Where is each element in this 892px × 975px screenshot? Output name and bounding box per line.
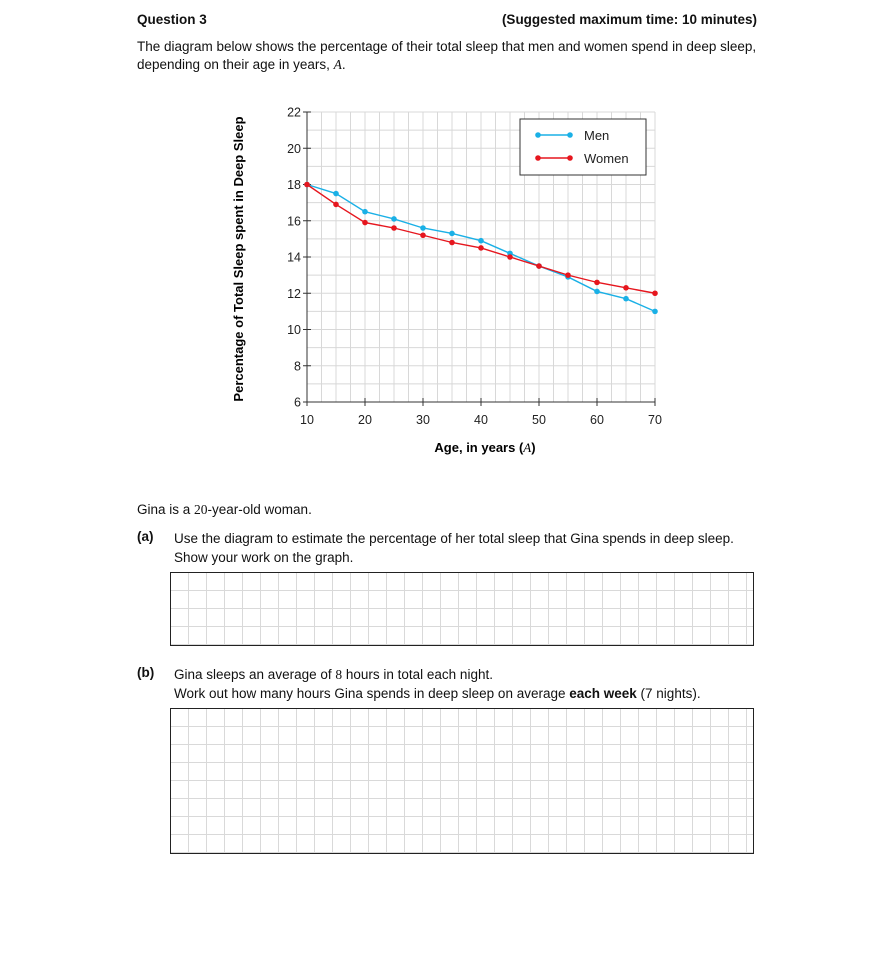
x-tick-label: 60 (590, 413, 604, 427)
data-point-men (652, 309, 658, 315)
intro-end: . (341, 57, 346, 72)
x-tick-label: 40 (474, 413, 488, 427)
deep-sleep-chart (225, 100, 685, 470)
data-point-women (623, 285, 629, 291)
data-point-men (420, 225, 426, 231)
part-b-text (174, 665, 774, 703)
data-point-women (652, 290, 658, 296)
x-axis-label-paren-open: ( (515, 440, 524, 455)
x-axis-label-paren-close: ) (531, 440, 536, 455)
y-tick-label: 22 (287, 105, 301, 120)
chart-svg (225, 100, 685, 470)
x-axis-label-variable: A (523, 440, 532, 455)
data-point-men (623, 296, 629, 302)
legend-dot (535, 155, 541, 161)
part-b-line2-after: (7 nights). (636, 686, 701, 701)
part-a-label: (a) (137, 529, 154, 544)
statement-after: -year-old woman. (207, 502, 312, 517)
question-title: Question 3 (137, 12, 207, 27)
data-point-women (362, 220, 368, 226)
data-point-men (333, 191, 339, 197)
legend-box (520, 119, 646, 175)
y-tick-label: 6 (294, 395, 301, 410)
intro-variable: A (333, 57, 342, 72)
y-tick-label: 10 (287, 323, 301, 337)
gina-statement (137, 502, 312, 518)
x-axis-label-text: Age, in years (434, 440, 516, 455)
y-tick-label: 20 (287, 141, 301, 156)
part-b-line2-bold: each week (569, 686, 637, 701)
part-b-line1-before: Gina sleeps an average of (174, 667, 336, 682)
part-a-text: Use the diagram to estimate the percentage of her total sleep that Gina spends in deep sleep. Show your work on the graph. (174, 531, 734, 565)
legend-dot (567, 155, 573, 161)
y-tick-label: 12 (287, 286, 301, 301)
part-b-label: (b) (137, 665, 155, 680)
question-intro (137, 38, 757, 74)
y-tick-label: 14 (287, 250, 301, 265)
data-point-women (420, 232, 426, 238)
y-tick-label: 18 (287, 178, 301, 192)
data-point-women (565, 272, 571, 278)
part-b-hours: 8 (335, 667, 343, 682)
x-tick-label: 70 (648, 413, 662, 427)
data-point-women (594, 280, 600, 286)
x-axis-label (434, 440, 535, 455)
suggested-time: (Suggested maximum time: 10 minutes) (501, 12, 757, 27)
part-b-line1-after: hours in total each night. (342, 667, 493, 682)
y-axis-label: Percentage of Total Sleep spent in Deep Sleep (231, 116, 246, 402)
part-b-line2-before: Work out how many hours Gina spends in deep sleep on average (174, 686, 570, 701)
legend-label-women: Women (584, 151, 629, 166)
data-point-women (391, 225, 397, 231)
y-tick-label: 8 (294, 359, 301, 374)
legend-dot (535, 132, 541, 138)
statement-before: Gina is a (137, 502, 195, 517)
statement-age: 20 (194, 502, 208, 517)
data-point-men (594, 289, 600, 295)
intro-text: The diagram below shows the percentage of their total sleep that men and women spend in deep sleep, depending on their age in years, (137, 39, 757, 72)
legend-dot (567, 132, 573, 138)
data-point-men (391, 216, 397, 222)
data-point-men (362, 209, 368, 215)
y-tick-label: 16 (287, 214, 301, 229)
part-b-line-1 (174, 665, 774, 684)
part-a-answer-box[interactable] (170, 572, 754, 646)
data-point-women (449, 240, 455, 246)
x-tick-label: 20 (358, 413, 372, 427)
x-tick-label: 10 (300, 413, 314, 427)
data-point-women (333, 202, 339, 208)
data-point-women (478, 245, 484, 251)
x-tick-label: 30 (416, 413, 430, 427)
data-point-men (449, 231, 455, 237)
part-b-line-2 (174, 684, 774, 703)
data-point-women (507, 254, 513, 260)
data-point-women (304, 182, 310, 188)
x-tick-label: 50 (532, 413, 546, 427)
data-point-women (536, 263, 542, 269)
legend-label-men: Men (584, 128, 610, 143)
part-b-answer-box[interactable] (170, 708, 754, 854)
data-point-men (478, 238, 484, 244)
chart-legend (520, 119, 646, 175)
